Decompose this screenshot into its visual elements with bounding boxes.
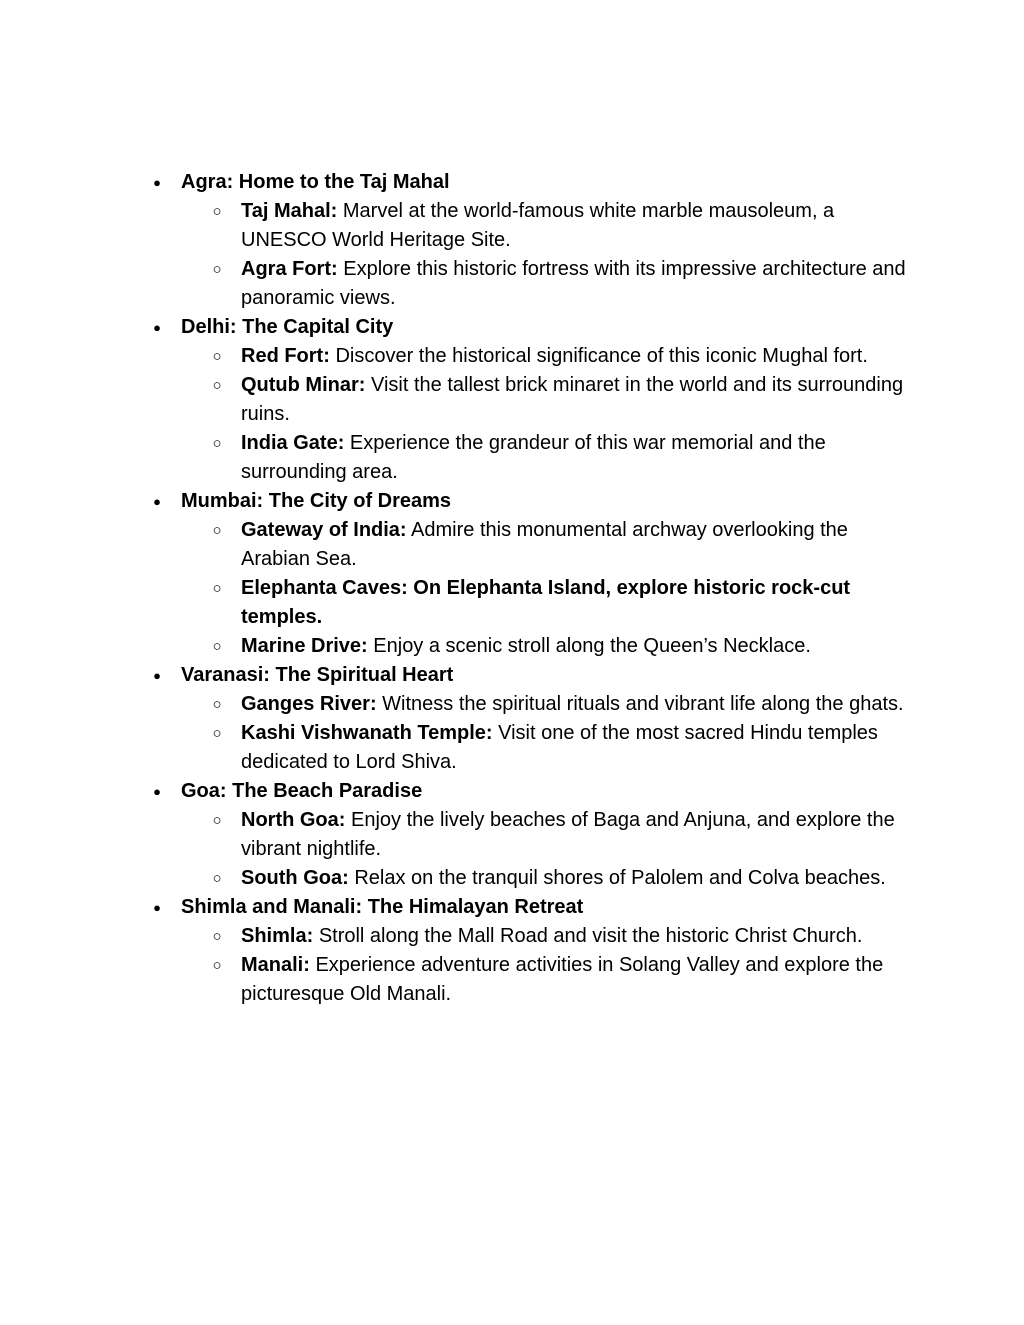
place-item: [0, 342, 1024, 371]
place-name: India Gate:: [241, 432, 345, 454]
bullet-icon: ●: [153, 900, 161, 915]
city-item: [0, 893, 1024, 922]
circle-bullet-icon: ○: [212, 348, 222, 365]
circle-bullet-icon: ○: [212, 580, 222, 597]
place-description: Relax on the tranquil shores of Palolem and Colva beaches.: [354, 867, 886, 889]
place-description: Marvel at the world-famous white marble mausoleum, a UNESCO World Heritage Site.: [241, 200, 835, 251]
place-name: Red Fort:: [241, 345, 330, 367]
place-item: [0, 516, 1024, 574]
place-name: Elephanta Caves:: [241, 577, 408, 599]
city-title: Goa: The Beach Paradise: [181, 780, 423, 802]
circle-bullet-icon: ○: [212, 203, 222, 220]
destinations-list: [0, 168, 1024, 1009]
place-name: Agra Fort:: [241, 258, 338, 280]
bullet-icon: ●: [153, 175, 161, 190]
place-description: Witness the spiritual rituals and vibrant life along the ghats.: [382, 693, 904, 715]
bullet-icon: ●: [153, 668, 161, 683]
circle-bullet-icon: ○: [212, 812, 222, 829]
city-title: Mumbai: The City of Dreams: [181, 490, 452, 512]
place-description: Enjoy the lively beaches of Baga and Anjuna, and explore the vibrant nightlife.: [241, 809, 895, 860]
place-item: [0, 864, 1024, 893]
place-description: Experience adventure activities in Solang Valley and explore the picturesque Old Manali.: [241, 954, 884, 1005]
place-item: [0, 429, 1024, 487]
bullet-icon: ●: [153, 494, 161, 509]
place-description: Stroll along the Mall Road and visit the historic Christ Church.: [318, 925, 863, 947]
circle-bullet-icon: ○: [212, 696, 222, 713]
place-name: South Goa:: [241, 867, 349, 889]
place-item: [0, 632, 1024, 661]
place-name: Marine Drive:: [241, 635, 368, 657]
place-item: [0, 197, 1024, 255]
place-item: [0, 951, 1024, 1009]
place-item: [0, 255, 1024, 313]
place-description: On Elephanta Island, explore historic rock-cut temples.: [241, 577, 851, 628]
circle-bullet-icon: ○: [212, 522, 222, 539]
circle-bullet-icon: ○: [212, 870, 222, 887]
city-title: Delhi: The Capital City: [181, 316, 394, 338]
circle-bullet-icon: ○: [212, 435, 222, 452]
circle-bullet-icon: ○: [212, 928, 222, 945]
place-name: Manali:: [241, 954, 310, 976]
place-description: Explore this historic fortress with its impressive architecture and panoramic views.: [241, 258, 906, 309]
place-name: Taj Mahal:: [241, 200, 338, 222]
city-item: [0, 168, 1024, 197]
place-name: Qutub Minar:: [241, 374, 366, 396]
place-item: [0, 371, 1024, 429]
circle-bullet-icon: ○: [212, 725, 222, 742]
place-name: Shimla:: [241, 925, 314, 947]
city-item: [0, 487, 1024, 516]
place-item: [0, 719, 1024, 777]
place-item: [0, 922, 1024, 951]
city-item: [0, 777, 1024, 806]
bullet-icon: ●: [153, 320, 161, 335]
place-name: Kashi Vishwanath Temple:: [241, 722, 493, 744]
city-title: Shimla and Manali: The Himalayan Retreat: [181, 896, 584, 918]
place-item: [0, 574, 1024, 632]
place-description: Discover the historical significance of this iconic Mughal fort.: [335, 345, 868, 367]
city-item: [0, 661, 1024, 690]
bullet-icon: ●: [153, 784, 161, 799]
place-name: North Goa:: [241, 809, 346, 831]
circle-bullet-icon: ○: [212, 957, 222, 974]
place-description: Visit the tallest brick minaret in the world and its surrounding ruins.: [241, 374, 904, 425]
city-title: Agra: Home to the Taj Mahal: [181, 171, 450, 193]
place-description: Experience the grandeur of this war memorial and the surrounding area.: [241, 432, 826, 483]
place-name: Gateway of India:: [241, 519, 407, 541]
place-description: Visit one of the most sacred Hindu temples dedicated to Lord Shiva.: [241, 722, 878, 773]
circle-bullet-icon: ○: [212, 377, 222, 394]
city-title: Varanasi: The Spiritual Heart: [181, 664, 454, 686]
place-description: Enjoy a scenic stroll along the Queen’s Necklace.: [373, 635, 811, 657]
place-name: Ganges River:: [241, 693, 377, 715]
place-description: Admire this monumental archway overlooking the Arabian Sea.: [241, 519, 848, 570]
place-item: [0, 690, 1024, 719]
circle-bullet-icon: ○: [212, 261, 222, 278]
place-item: [0, 806, 1024, 864]
city-item: [0, 313, 1024, 342]
circle-bullet-icon: ○: [212, 638, 222, 655]
